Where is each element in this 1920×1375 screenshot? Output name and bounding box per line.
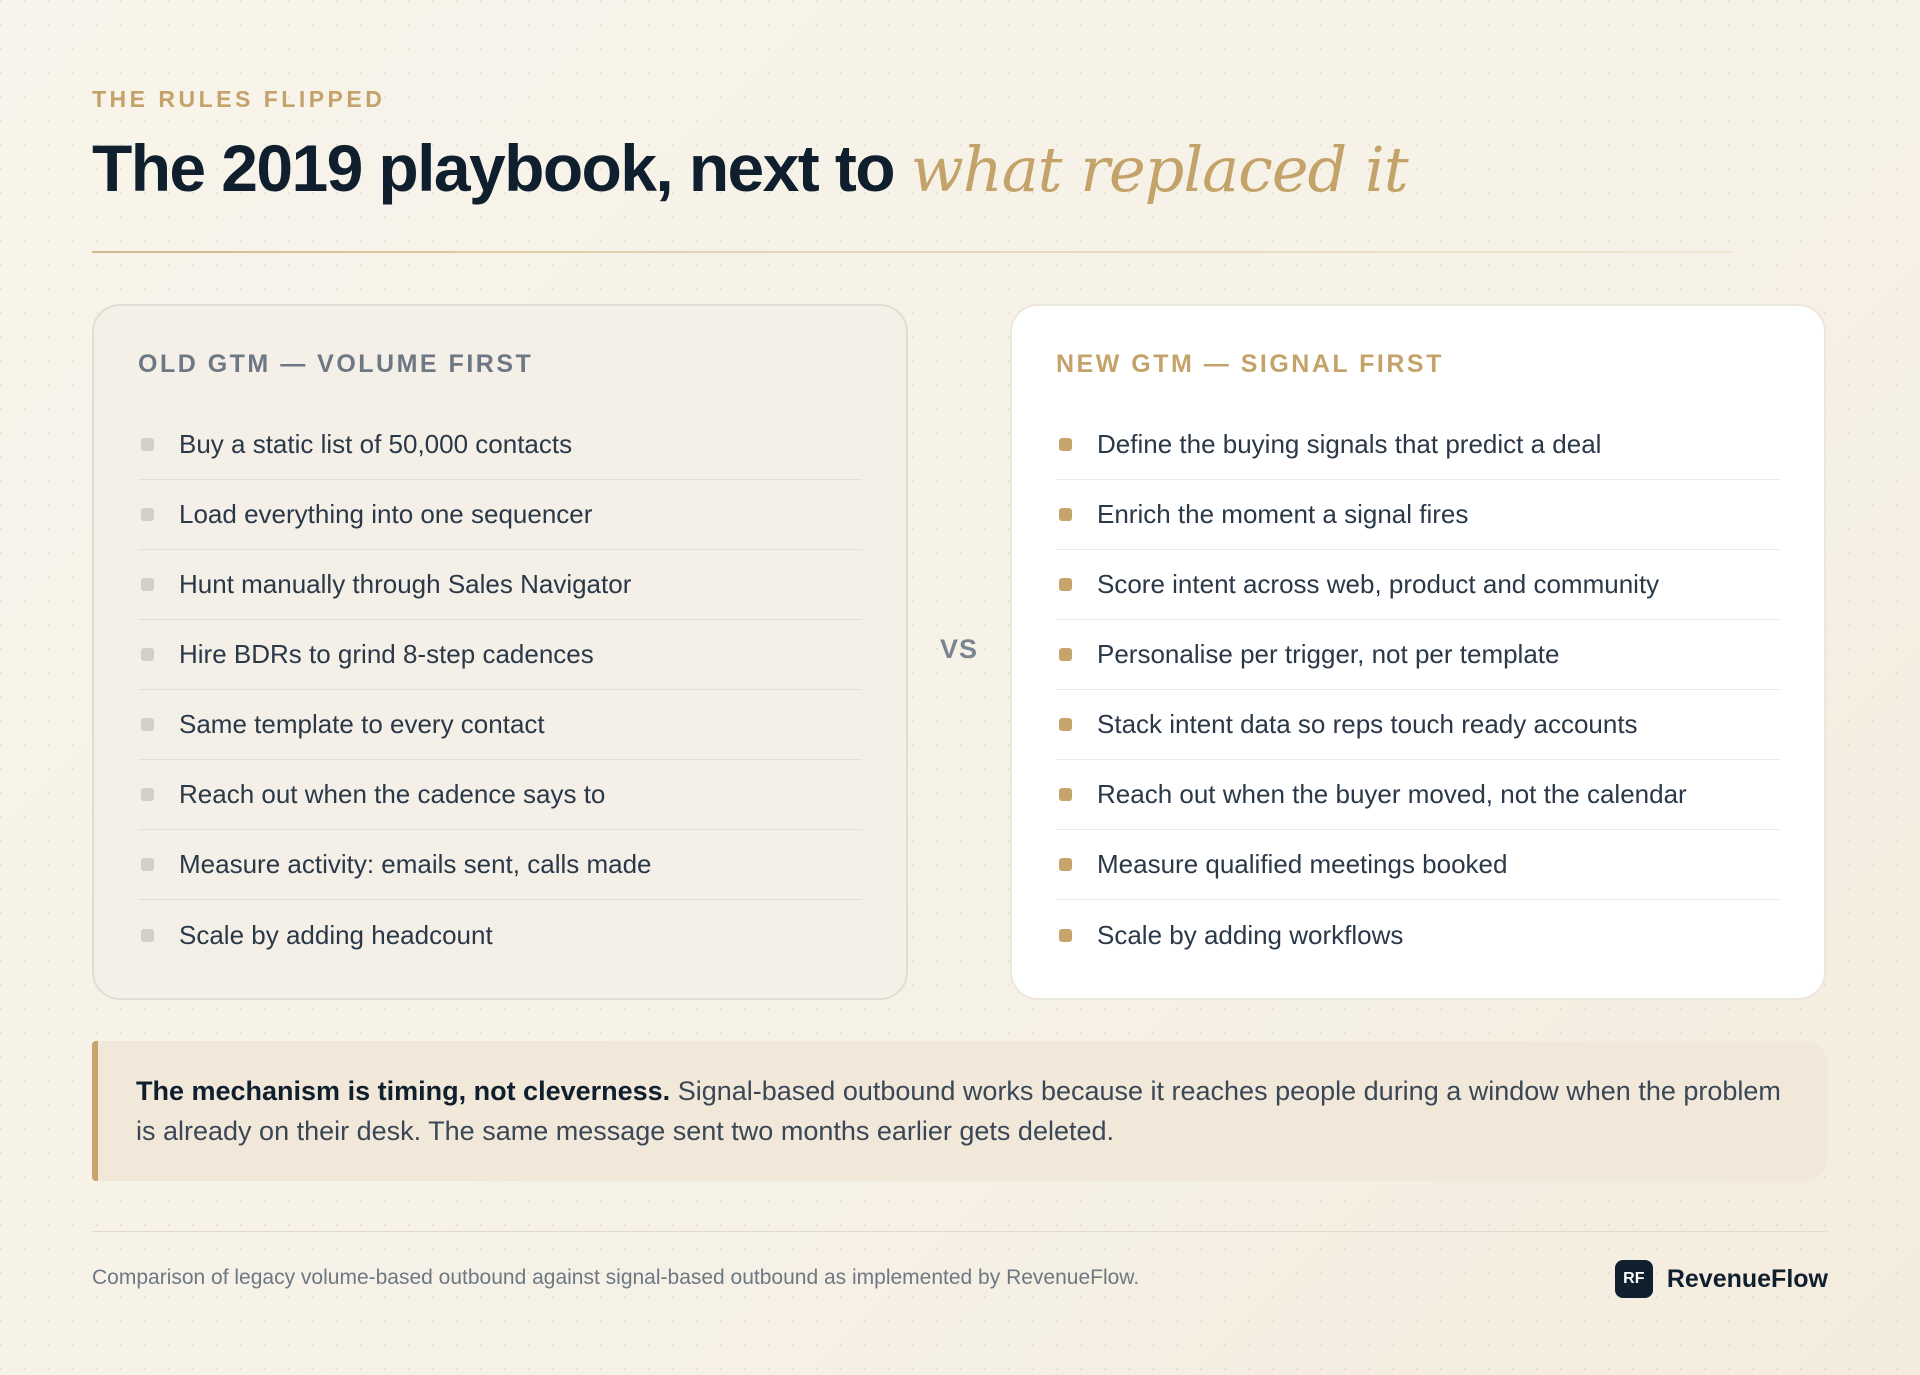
old-gtm-card-title: OLD GTM — VOLUME FIRST [138, 350, 534, 378]
list-item [1056, 410, 1780, 480]
list-item-text: Scale by adding headcount [179, 919, 493, 950]
bullet-icon [141, 648, 154, 661]
list-item [1056, 480, 1780, 550]
bullet-icon [141, 858, 154, 871]
eyebrow-label: THE RULES FLIPPED [92, 86, 386, 112]
bullet-icon [141, 578, 154, 591]
list-item-text: Reach out when the cadence says to [179, 779, 606, 809]
footer-divider [92, 1231, 1828, 1232]
list-item-text: Load everything into one sequencer [179, 499, 593, 529]
list-item [138, 690, 862, 760]
bullet-icon [141, 788, 154, 801]
list-item-text: Hunt manually through Sales Navigator [179, 569, 632, 599]
list-item-text: Same template to every contact [179, 709, 545, 739]
list-item-text: Score intent across web, product and community [1097, 569, 1660, 599]
bullet-icon [1059, 648, 1072, 661]
footer-caption: Comparison of legacy volume-based outbound against signal-based outbound as implemented by RevenueFlow. [92, 1266, 1140, 1289]
list-item [138, 480, 862, 550]
brand [1615, 1260, 1828, 1298]
list-item [138, 830, 862, 900]
title-accent: what replaced it [910, 133, 1408, 206]
title-divider [92, 251, 1732, 253]
bullet-icon [1059, 438, 1072, 451]
list-item [138, 410, 862, 480]
bullet-icon [141, 929, 154, 942]
old-gtm-list [138, 410, 862, 970]
list-item-text: Hire BDRs to grind 8-step cadences [179, 639, 594, 669]
bullet-icon [1059, 578, 1072, 591]
list-item [138, 620, 862, 690]
page [92, 0, 1828, 1375]
bullet-icon [1059, 858, 1072, 871]
list-item-text: Personalise per trigger, not per template [1097, 639, 1560, 669]
new-gtm-card [1010, 304, 1826, 1000]
vs-label: VS [939, 634, 979, 664]
list-item-text: Buy a static list of 50,000 contacts [179, 429, 573, 459]
list-item-text: Stack intent data so reps touch ready accounts [1097, 709, 1638, 739]
title-main: The 2019 playbook, next to [92, 131, 894, 205]
list-item [1056, 830, 1780, 900]
list-item [1056, 900, 1780, 970]
list-item [1056, 690, 1780, 760]
callout-text: Signal-based outbound works because it reaches people during a window when the problem is already on their desk. The same message sent two months earlier gets deleted. [136, 1076, 1781, 1146]
callout-bold: The mechanism is timing, not cleverness. [136, 1076, 671, 1106]
list-item [138, 900, 862, 970]
brand-name: RevenueFlow [1666, 1264, 1828, 1293]
new-gtm-card-title: NEW GTM — SIGNAL FIRST [1056, 350, 1444, 378]
bullet-icon [1059, 718, 1072, 731]
list-item [1056, 550, 1780, 620]
list-item-text: Scale by adding workflows [1097, 919, 1404, 950]
callout-box [92, 1041, 1828, 1181]
list-item [138, 760, 862, 830]
new-gtm-list [1056, 410, 1780, 970]
bullet-icon [141, 508, 154, 521]
list-item [138, 550, 862, 620]
list-item-text: Reach out when the buyer moved, not the calendar [1097, 779, 1687, 809]
page-title [92, 128, 1408, 210]
list-item [1056, 760, 1780, 830]
list-item-text: Measure activity: emails sent, calls made [179, 849, 652, 879]
bullet-icon [1059, 508, 1072, 521]
bullet-icon [1059, 788, 1072, 801]
bullet-icon [1059, 929, 1072, 942]
old-gtm-card [92, 304, 908, 1000]
list-item-text: Define the buying signals that predict a deal [1097, 429, 1602, 459]
bullet-icon [141, 718, 154, 731]
list-item-text: Enrich the moment a signal fires [1097, 499, 1469, 529]
bullet-icon [141, 438, 154, 451]
list-item [1056, 620, 1780, 690]
brand-logo-icon: RF [1615, 1260, 1653, 1298]
list-item-text: Measure qualified meetings booked [1097, 849, 1508, 879]
